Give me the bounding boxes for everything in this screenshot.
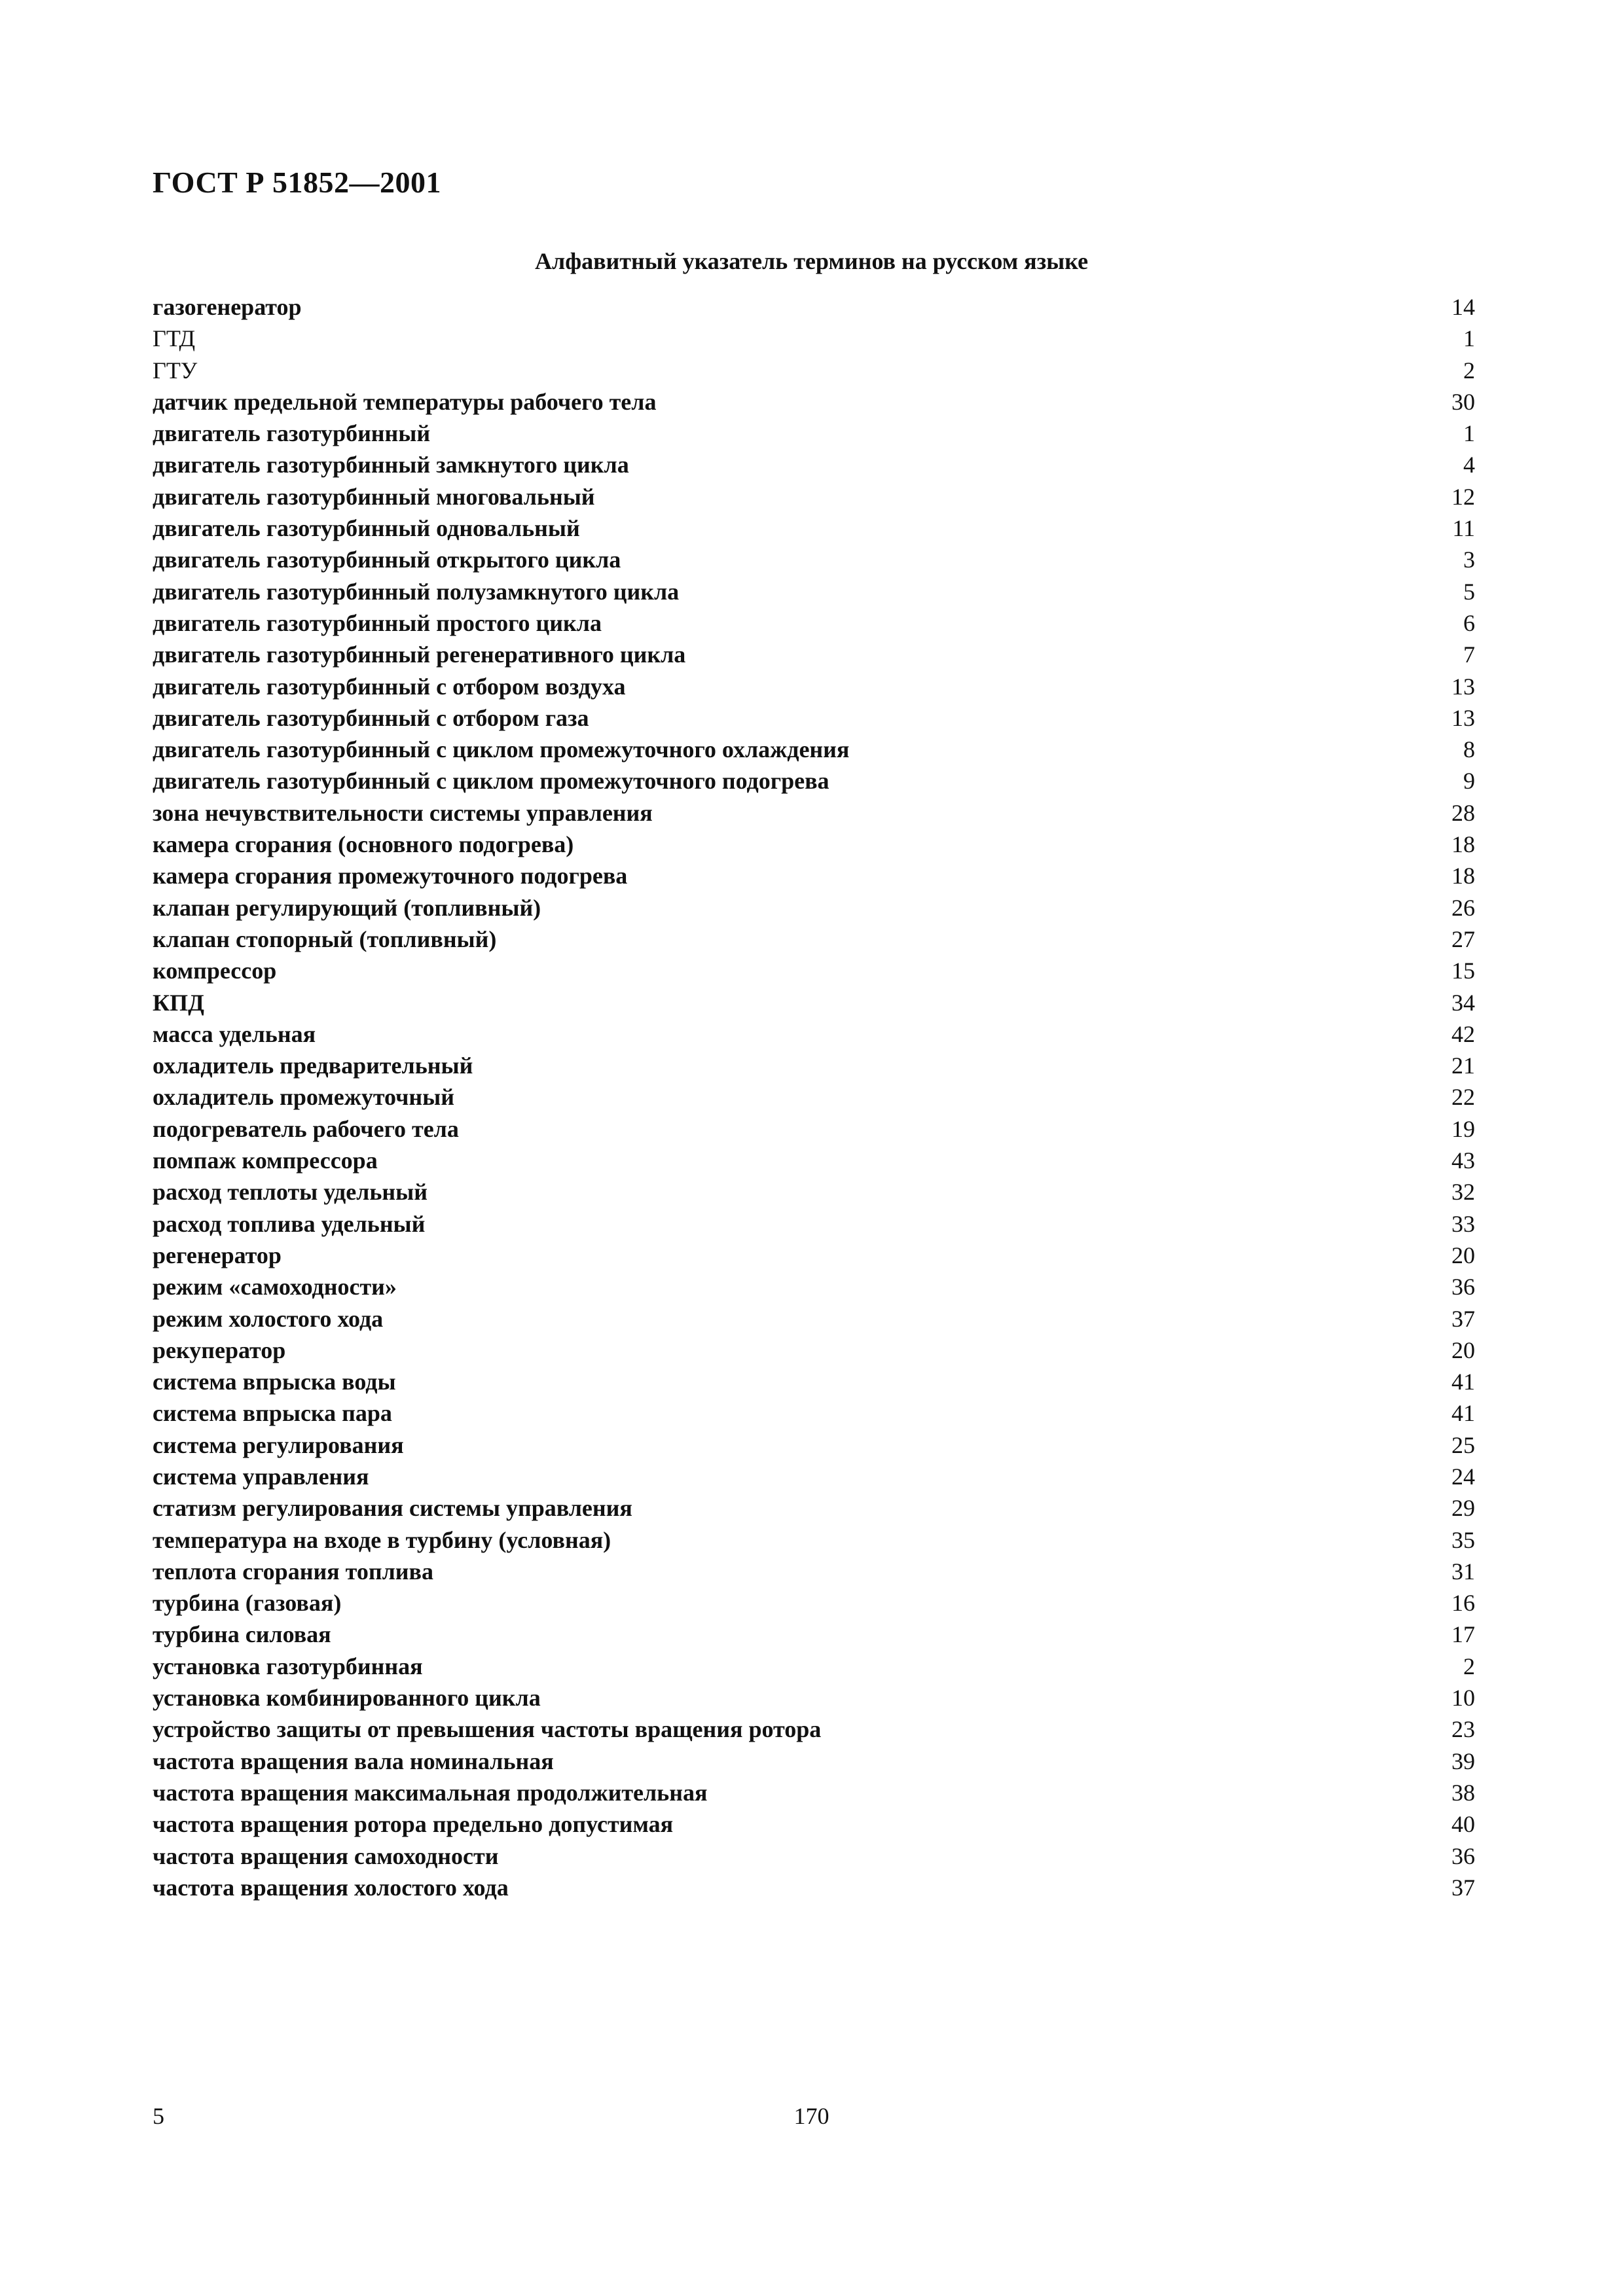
index-term: двигатель газотурбинный с циклом промежуточного подогрева — [153, 768, 830, 795]
index-entry — [153, 576, 1475, 607]
index-term-number: 30 — [1451, 388, 1475, 415]
index-term: двигатель газотурбинный открытого цикла — [153, 547, 621, 573]
index-term: температура на входе в турбину (условная) — [153, 1526, 611, 1553]
index-entry — [153, 1840, 1475, 1872]
index-term: частота вращения самоходности — [153, 1842, 499, 1869]
index-term-number: 37 — [1451, 1874, 1475, 1901]
index-entry — [153, 323, 1475, 354]
index-entry — [153, 1619, 1475, 1650]
index-term-number: 37 — [1451, 1305, 1475, 1332]
index-entry — [153, 1808, 1475, 1840]
index-term: охладитель промежуточный — [153, 1084, 455, 1111]
index-entry — [153, 1872, 1475, 1903]
index-term-number: 27 — [1451, 925, 1475, 952]
index-term: охладитель предварительный — [153, 1052, 473, 1079]
index-term-number: 34 — [1451, 989, 1475, 1016]
index-term: устройство защиты от превышения частоты вращения ротора — [153, 1716, 822, 1743]
index-term: клапан стопорный (топливный) — [153, 925, 497, 952]
index-entry — [153, 1113, 1475, 1145]
index-term: турбина (газовая) — [153, 1590, 342, 1617]
index-term: режим холостого хода — [153, 1305, 384, 1332]
index-entry — [153, 1556, 1475, 1587]
index-term-number: 25 — [1451, 1431, 1475, 1458]
index-entry — [153, 924, 1475, 955]
index-term-number: 1 — [1463, 325, 1475, 352]
index-entry — [153, 1366, 1475, 1397]
index-term: теплота сгорания топлива — [153, 1558, 433, 1585]
index-term: двигатель газотурбинный замкнутого цикла — [153, 452, 629, 478]
footer-page-number: 170 — [793, 2103, 830, 2129]
index-entry — [153, 386, 1475, 418]
index-term-number: 3 — [1463, 547, 1475, 573]
index-term-number: 41 — [1451, 1400, 1475, 1427]
index-entry — [153, 481, 1475, 512]
index-entry — [153, 1397, 1475, 1429]
index-entry — [153, 1746, 1475, 1777]
index-title: Алфавитный указатель терминов на русском языке — [535, 248, 1088, 274]
index-term-number: 13 — [1451, 673, 1475, 700]
index-entry — [153, 987, 1475, 1018]
index-entry — [153, 355, 1475, 386]
index-term-number: 9 — [1463, 768, 1475, 795]
index-term: частота вращения максимальная продолжительная — [153, 1779, 708, 1806]
index-entry — [153, 607, 1475, 639]
index-term: статизм регулирования системы управления — [153, 1495, 632, 1522]
index-term-number: 22 — [1451, 1084, 1475, 1111]
index-entry — [153, 449, 1475, 480]
index-entry — [153, 1461, 1475, 1492]
index-term: двигатель газотурбинный — [153, 420, 431, 447]
index-term: установка комбинированного цикла — [153, 1685, 541, 1712]
index-term-number: 20 — [1451, 1242, 1475, 1268]
index-term: камера сгорания промежуточного подогрева — [153, 863, 628, 889]
index-term-number: 16 — [1451, 1590, 1475, 1617]
index-entry — [153, 829, 1475, 860]
index-term-number: 4 — [1463, 452, 1475, 478]
index-term: помпаж компрессора — [153, 1147, 378, 1174]
index-term-number: 32 — [1451, 1179, 1475, 1206]
index-term-number: 40 — [1451, 1811, 1475, 1838]
index-term: расход топлива удельный — [153, 1210, 426, 1237]
index-term-number: 2 — [1463, 357, 1475, 384]
index-entry — [153, 1777, 1475, 1808]
index-term: компрессор — [153, 958, 277, 984]
index-entry — [153, 892, 1475, 924]
index-term-number: 23 — [1451, 1716, 1475, 1743]
index-entry — [153, 860, 1475, 891]
index-entry — [153, 734, 1475, 765]
index-term: двигатель газотурбинный регенеративного цикла — [153, 641, 686, 668]
index-term: зона нечувствительности системы управления — [153, 799, 653, 826]
footer-sheet-mark: 5 — [153, 2103, 164, 2129]
document-code: ГОСТ Р 51852—2001 — [153, 166, 441, 199]
index-entry — [153, 544, 1475, 575]
index-entry — [153, 765, 1475, 797]
index-entry — [153, 1208, 1475, 1240]
index-entry — [153, 512, 1475, 544]
index-term: двигатель газотурбинный с циклом промежуточного охлаждения — [153, 736, 850, 763]
index-term: частота вращения холостого хода — [153, 1874, 509, 1901]
index-term-number: 8 — [1463, 736, 1475, 763]
index-term-number: 24 — [1451, 1463, 1475, 1490]
index-term-number: 14 — [1451, 294, 1475, 320]
index-term-number: 36 — [1451, 1842, 1475, 1869]
index-term-number: 18 — [1451, 863, 1475, 889]
index-term-number: 33 — [1451, 1210, 1475, 1237]
index-entry — [153, 1240, 1475, 1271]
index-term-number: 1 — [1463, 420, 1475, 447]
index-entry — [153, 1271, 1475, 1302]
index-term: подогреватель рабочего тела — [153, 1115, 459, 1142]
index-term: регенератор — [153, 1242, 282, 1268]
index-term: система впрыска воды — [153, 1369, 396, 1395]
index-term: рекуператор — [153, 1336, 286, 1363]
index-term: система управления — [153, 1463, 369, 1490]
index-term: двигатель газотурбинный с отбором газа — [153, 704, 589, 731]
index-entry — [153, 1587, 1475, 1619]
index-entry — [153, 1492, 1475, 1524]
index-entry — [153, 1018, 1475, 1050]
index-term-number: 5 — [1463, 578, 1475, 605]
index-term: КПД — [153, 989, 204, 1016]
index-term: установка газотурбинная — [153, 1653, 423, 1679]
index-term-number: 6 — [1463, 609, 1475, 636]
index-term: двигатель газотурбинный полузамкнутого цикла — [153, 578, 680, 605]
index-entry — [153, 1713, 1475, 1745]
index-term-number: 18 — [1451, 831, 1475, 858]
index-term: камера сгорания (основного подогрева) — [153, 831, 574, 858]
index-term: масса удельная — [153, 1020, 316, 1047]
index-term: частота вращения ротора предельно допустимая — [153, 1811, 674, 1838]
index-term-number: 26 — [1451, 894, 1475, 921]
index-term-number: 15 — [1451, 958, 1475, 984]
index-term: турбина силовая — [153, 1621, 331, 1648]
index-entry — [153, 1682, 1475, 1713]
index-entry — [153, 671, 1475, 702]
index-term-number: 11 — [1452, 515, 1475, 542]
index-entry — [153, 291, 1475, 323]
index-term: режим «самоходности» — [153, 1274, 397, 1300]
index-term-number: 29 — [1451, 1495, 1475, 1522]
index-term-number: 21 — [1451, 1052, 1475, 1079]
index-entry — [153, 418, 1475, 449]
index-entry — [153, 955, 1475, 986]
index-term: ГТД — [153, 325, 196, 352]
index-entry — [153, 1145, 1475, 1176]
index-term-number: 31 — [1451, 1558, 1475, 1585]
index-term: газогенератор — [153, 294, 302, 320]
index-entry — [153, 1651, 1475, 1682]
index-term-number: 35 — [1451, 1526, 1475, 1553]
index-term: датчик предельной температуры рабочего тела — [153, 388, 657, 415]
index-entry — [153, 1081, 1475, 1113]
index-entry — [153, 1176, 1475, 1208]
index-term: частота вращения вала номинальная — [153, 1748, 554, 1774]
index-term-number: 43 — [1451, 1147, 1475, 1174]
index-term-number: 12 — [1451, 483, 1475, 510]
index-term: двигатель газотурбинный простого цикла — [153, 609, 602, 636]
index-term-number: 39 — [1451, 1748, 1475, 1774]
index-term-number: 19 — [1451, 1115, 1475, 1142]
index-term-number: 41 — [1451, 1369, 1475, 1395]
index-term-number: 10 — [1451, 1685, 1475, 1712]
index-entry — [153, 1429, 1475, 1461]
index-term: двигатель газотурбинный с отбором воздуха — [153, 673, 626, 700]
index-term-number: 42 — [1451, 1020, 1475, 1047]
index-term-number: 28 — [1451, 799, 1475, 826]
index-term-number: 17 — [1451, 1621, 1475, 1648]
index-entry — [153, 1303, 1475, 1335]
index-term: клапан регулирующий (топливный) — [153, 894, 541, 921]
index-term: система регулирования — [153, 1431, 404, 1458]
index-term-number: 13 — [1451, 704, 1475, 731]
index-entry — [153, 1524, 1475, 1556]
index-term-number: 7 — [1463, 641, 1475, 668]
index-term-number: 38 — [1451, 1779, 1475, 1806]
index-term-number: 2 — [1463, 1653, 1475, 1679]
index-term: двигатель газотурбинный одновальный — [153, 515, 580, 542]
index-entry — [153, 702, 1475, 734]
index-entry — [153, 797, 1475, 829]
index-term: расход теплоты удельный — [153, 1179, 428, 1206]
term-index-list — [153, 291, 1475, 1903]
index-entry — [153, 639, 1475, 670]
index-term-number: 36 — [1451, 1274, 1475, 1300]
index-term: ГТУ — [153, 357, 198, 384]
index-entry — [153, 1335, 1475, 1366]
index-term: система впрыска пара — [153, 1400, 392, 1427]
index-term: двигатель газотурбинный многовальный — [153, 483, 595, 510]
index-term-number: 20 — [1451, 1336, 1475, 1363]
index-entry — [153, 1050, 1475, 1081]
